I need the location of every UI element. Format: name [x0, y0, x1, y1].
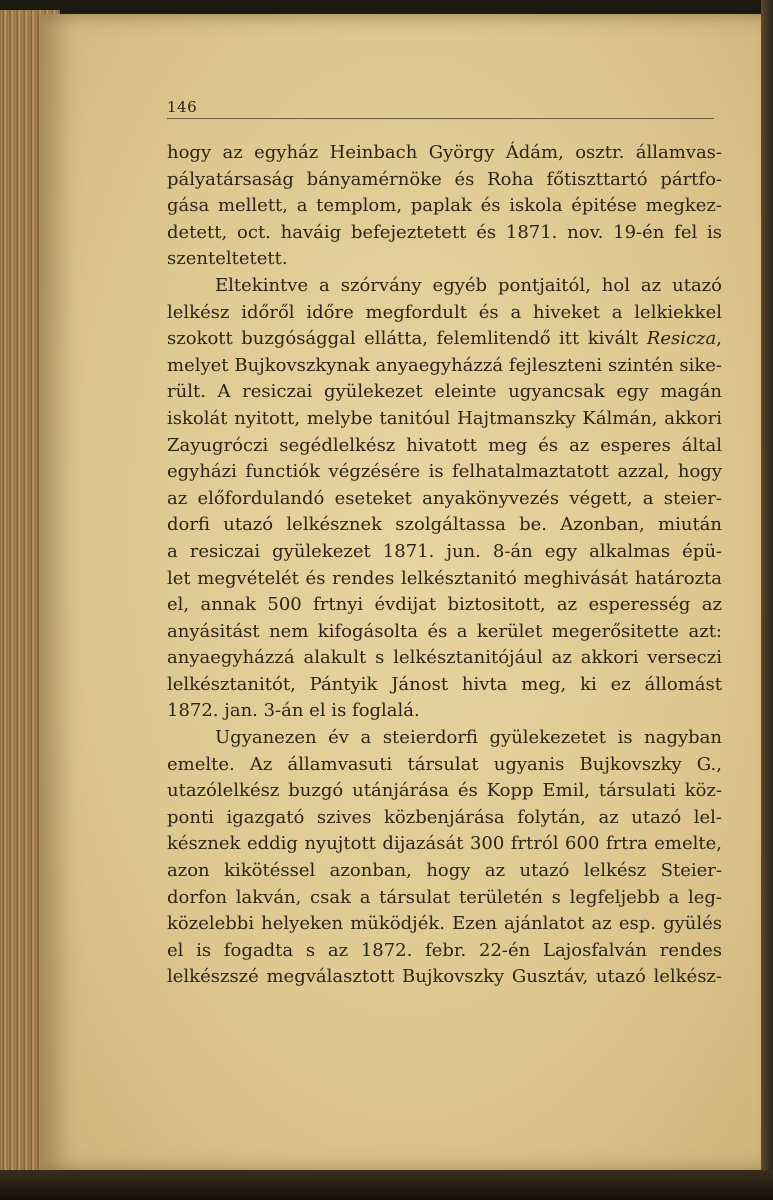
text-line: lelkésztanitót, Pántyik Jánost hivta meg, ki ez állomást — [167, 673, 722, 695]
text-line: szenteltetett. — [167, 248, 288, 270]
text-line: rült. A resiczai gyülekezet eleinte ugyancsak egy magán — [167, 381, 722, 403]
header-rule — [167, 118, 714, 119]
text-line: anyaegyházzá alakult s lelkésztanitójául az akkori verseczi — [167, 647, 722, 669]
page-number: 146 — [167, 98, 198, 116]
text-line: dorfi utazó lelkésznek szolgáltassa be. Azonban, miután — [167, 514, 722, 536]
text-line: detett, oct. haváig befejeztetett és 1871. nov. 19-én fel is — [167, 221, 722, 243]
text-line: közelebbi helyeken müködjék. Ezen ajánlatot az esp. gyülés — [167, 913, 722, 935]
text-line: lelkészszé megválasztott Bujkovszky Gusztáv, utazó lelkész- — [167, 966, 722, 988]
text-segment: , — [716, 328, 722, 350]
text-line: el, annak 500 frtnyi évdijat biztositott, az esperesség az — [167, 594, 722, 616]
text-line: azon kikötéssel azonban, hogy az utazó lelkész Steier- — [167, 860, 722, 882]
text-line: egyházi functiók végzésére is felhatalmaztatott azzal, hogy — [167, 461, 722, 483]
text-line: késznek eddig nyujtott dijazását 300 frtról 600 frtra emelte, — [167, 833, 722, 855]
text-line: emelte. Az államvasuti társulat ugyanis Bujkovszky G., — [167, 753, 722, 775]
text-line: Zayugróczi segédlelkész hivatott meg és az esperes által — [167, 434, 722, 456]
text-line: Ugyanezen év a steierdorfi gyülekezetet is nagyban — [215, 727, 722, 749]
text-segment: szokott buzgósággal ellátta, felemlitendő itt kivált — [167, 328, 647, 350]
text-line — [167, 326, 722, 353]
text-line: pályatársaság bányamérnöke és Roha főtiszttartó pártfo- — [167, 168, 722, 190]
text-line: iskolát nyitott, melybe tanitóul Hajtmanszky Kálmán, akkori — [167, 407, 722, 429]
scan-right-edge — [761, 0, 773, 1200]
body-text — [167, 140, 722, 991]
text-line: dorfon lakván, csak a társulat területén s legfeljebb a leg- — [167, 886, 722, 908]
text-line: melyet Bujkovszkynak anyaegyházzá fejleszteni szintén sike- — [167, 354, 722, 376]
text-line: ponti igazgató szives közbenjárása folytán, az utazó lel- — [167, 806, 722, 828]
scan-bottom-edge — [0, 1170, 773, 1200]
text-line: a resiczai gyülekezet 1871. jun. 8-án egy alkalmas épü- — [167, 540, 722, 562]
text-line: 1872. jan. 3-án el is foglalá. — [167, 700, 420, 722]
text-line: el is fogadta s az 1872. febr. 22-én Lajosfalván rendes — [167, 939, 722, 961]
text-line: Eltekintve a szórvány egyéb pontjaitól, hol az utazó — [215, 274, 722, 296]
text-line: anyásitást nem kifogásolta és a kerület megerősitette azt: — [167, 620, 722, 642]
text-line: utazólelkész buzgó utánjárása és Kopp Emil, társulati köz- — [167, 780, 722, 802]
emphasized-place-name: Resicza — [646, 328, 717, 350]
text-line: lelkész időről időre megfordult és a hiveket a lelkiekkel — [167, 301, 722, 323]
text-line: gása mellett, a templom, paplak és iskola épitése megkez- — [167, 195, 722, 217]
text-line: hogy az egyház Heinbach György Ádám, osztr. államvas- — [167, 142, 722, 163]
text-line: let megvételét és rendes lelkésztanitó meghivását határozta — [167, 567, 722, 589]
text-line: az előfordulandó eseteket anyakönyvezés végett, a steier- — [167, 487, 722, 509]
